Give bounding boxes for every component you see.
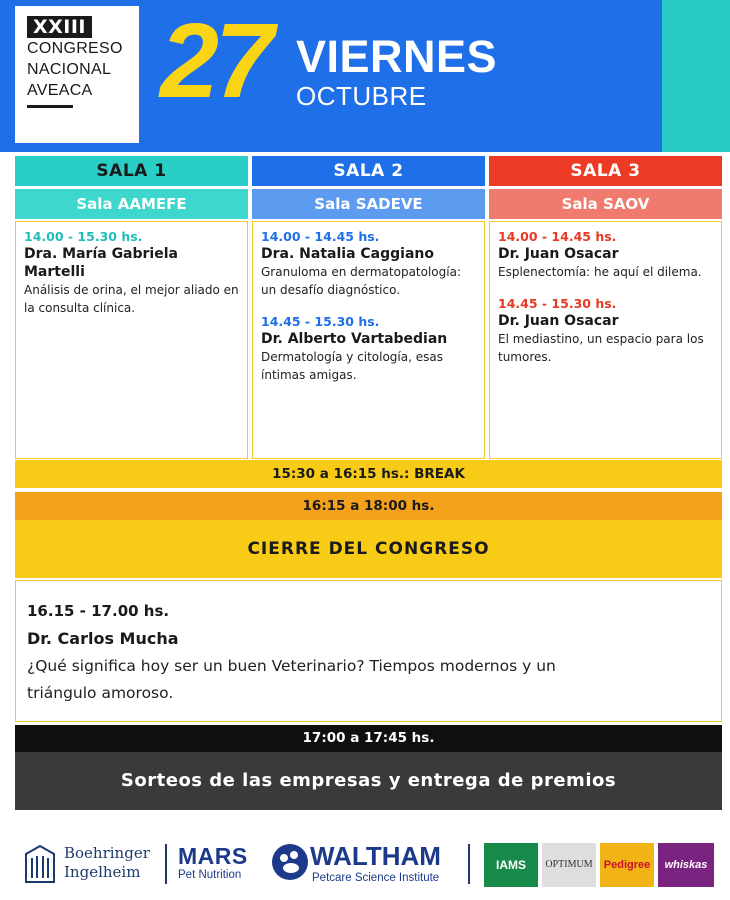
session-item <box>498 228 713 281</box>
sala-1-header: SALA 1 <box>15 156 248 186</box>
logo-edition-number: XXIII <box>27 16 92 38</box>
session-time: 14.45 - 15.30 hs. <box>261 314 380 329</box>
session-item <box>261 228 476 299</box>
session-item <box>261 313 476 384</box>
sala-2-subheader: Sala SADEVE <box>252 189 485 219</box>
iams-logo: IAMS <box>484 843 538 887</box>
sponsor-divider <box>165 844 167 884</box>
session-description: Esplenectomía: he aquí el dilema. <box>498 265 702 279</box>
session-speaker: Dr. Juan Osacar <box>498 313 619 329</box>
sala-2-sessions <box>252 221 485 459</box>
session-time: 14.00 - 14.45 hs. <box>498 229 617 244</box>
session-description: El mediastino, un espacio para los tumores. <box>498 332 704 364</box>
boehringer-line-1: Boehringer <box>64 844 150 862</box>
boehringer-building-icon <box>22 844 58 884</box>
session-item <box>498 295 713 366</box>
cierre-session-description: ¿Qué significa hoy ser un buen Veterinario? Tiempos modernos y un triángulo amoroso. <box>27 657 556 702</box>
session-speaker: Dra. María Gabriela Martelli <box>24 246 178 280</box>
day-number: 27 <box>160 2 270 120</box>
cierre-time-bar: 16:15 a 18:00 hs. <box>15 492 722 520</box>
cierre-session-speaker: Dr. Carlos Mucha <box>27 629 179 648</box>
session-description: Granuloma en dermatopatología: un desafío diagnóstico. <box>261 265 461 297</box>
session-speaker: Dr. Juan Osacar <box>498 246 619 262</box>
break-bar: 15:30 a 16:15 hs.: BREAK <box>15 460 722 488</box>
sorteo-time-bar: 17:00 a 17:45 hs. <box>15 725 722 752</box>
sponsor-divider <box>468 844 470 884</box>
pedigree-logo: Pedigree <box>600 843 654 887</box>
month-name: OCTUBRE <box>296 81 427 111</box>
session-speaker: Dr. Alberto Vartabedian <box>261 331 448 347</box>
day-name: VIERNES <box>296 31 498 82</box>
session-description: Análisis de orina, el mejor aliado en la consulta clínica. <box>24 283 239 315</box>
session-item <box>24 228 239 317</box>
cierre-title: CIERRE DEL CONGRESO <box>15 520 722 578</box>
sponsors-strip <box>0 820 730 900</box>
sala-3-sessions <box>489 221 722 459</box>
sala-1-subheader: Sala AAMEFE <box>15 189 248 219</box>
header-banner <box>0 0 730 152</box>
session-time: 14.00 - 15.30 hs. <box>24 229 143 244</box>
teal-corner-decoration <box>662 0 730 152</box>
boehringer-line-2: Ingelheim <box>64 863 141 881</box>
logo-underline <box>27 105 73 108</box>
boehringer-logo <box>22 842 162 886</box>
sala-2-header: SALA 2 <box>252 156 485 186</box>
sala-3-header: SALA 3 <box>489 156 722 186</box>
logo-line-2: NACIONAL <box>27 61 112 78</box>
mars-subtitle: Pet Nutrition <box>178 869 242 881</box>
mars-logo <box>178 844 248 882</box>
cierre-session <box>15 580 722 722</box>
mars-name: MARS <box>178 843 248 869</box>
sala-3-subheader: Sala SAOV <box>489 189 722 219</box>
logo-line-3: AVEACA <box>27 82 93 99</box>
optimum-logo: OPTIMUM <box>542 843 596 887</box>
logo-line-1: CONGRESO <box>27 40 123 57</box>
waltham-paw-icon <box>270 842 310 882</box>
congress-logo <box>15 6 139 143</box>
waltham-logo <box>270 842 460 886</box>
session-time: 14.45 - 15.30 hs. <box>498 296 617 311</box>
waltham-name: WALTHAM <box>310 841 441 871</box>
sala-1-sessions <box>15 221 248 459</box>
session-description: Dermatología y citología, esas íntimas amigas. <box>261 350 443 382</box>
waltham-subtitle: Petcare Science Institute <box>312 872 440 884</box>
sorteo-title: Sorteos de las empresas y entrega de premios <box>15 752 722 810</box>
session-time: 14.00 - 14.45 hs. <box>261 229 380 244</box>
session-speaker: Dra. Natalia Caggiano <box>261 246 434 262</box>
whiskas-logo: whiskas <box>658 843 714 887</box>
cierre-session-time: 16.15 - 17.00 hs. <box>27 602 170 620</box>
